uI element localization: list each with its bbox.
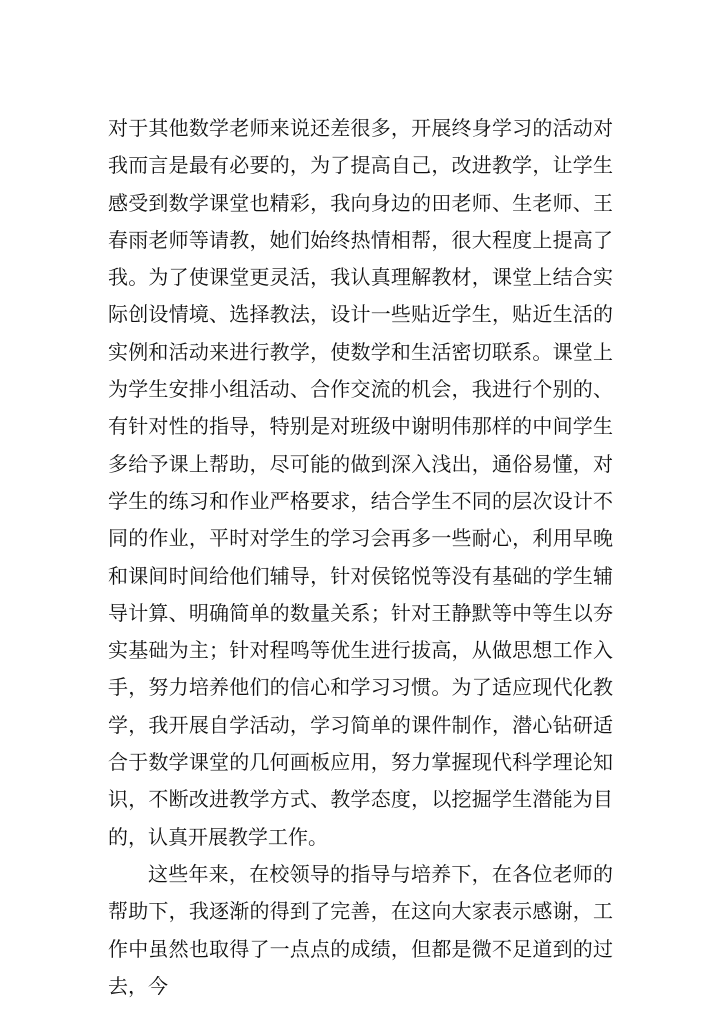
paragraph-continuation: 对于其他数学老师来说还差很多，开展终身学习的活动对我而言是最有必要的，为了提高自己，改进教学，让学生感受到数学课堂也精彩，我向身边的田老师、生老师、王春雨老师等请教，她们始终热情相帮，很大程度上提高了我。为了使课堂更灵活，我认真理解教材，课堂上结合实际创设情境、选择教法，设计一些贴近学生，贴近生活的实例和活动来进行教学，使数学和生活密切联系。课堂上为学生安排小组活动、合作交流的机会，我进行个别的、有针对性的指导，特别是对班级中谢明伟那样的中间学生多给予课上帮助，尽可能的做到深入浅出，通俗易懂，对学生的练习和作业严格要求，结合学生不同的层次设计不同的作业，平时对学生的学习会再多一些耐心，利用早晚和课间时间给他们辅导，针对侯铭悦等没有基础的学生辅导计算、明确简单的数量关系；针对王静默等中等生以夯实基础为主；针对程鸣等优生进行拔高，从做思想工作入手，努力培养他们的信心和学习习惯。为了适应现代化教学，我开展自学活动，学习简单的课件制作，潜心钻研适合于数学课堂的几何画板应用，努力掌握现代科学理论知识，不断改进教学方式、教学态度，以挖掘学生潜能为目的，认真开展教学工作。: [108, 116, 613, 849]
body-text: [108, 110, 613, 1005]
paragraph-thanks: 这些年来，在校领导的指导与培养下，在各位老师的帮助下，我逐渐的得到了完善，在这向大家表示感谢，工作中虽然也取得了一点点的成绩，但都是微不足道到的过去，今: [108, 861, 613, 998]
